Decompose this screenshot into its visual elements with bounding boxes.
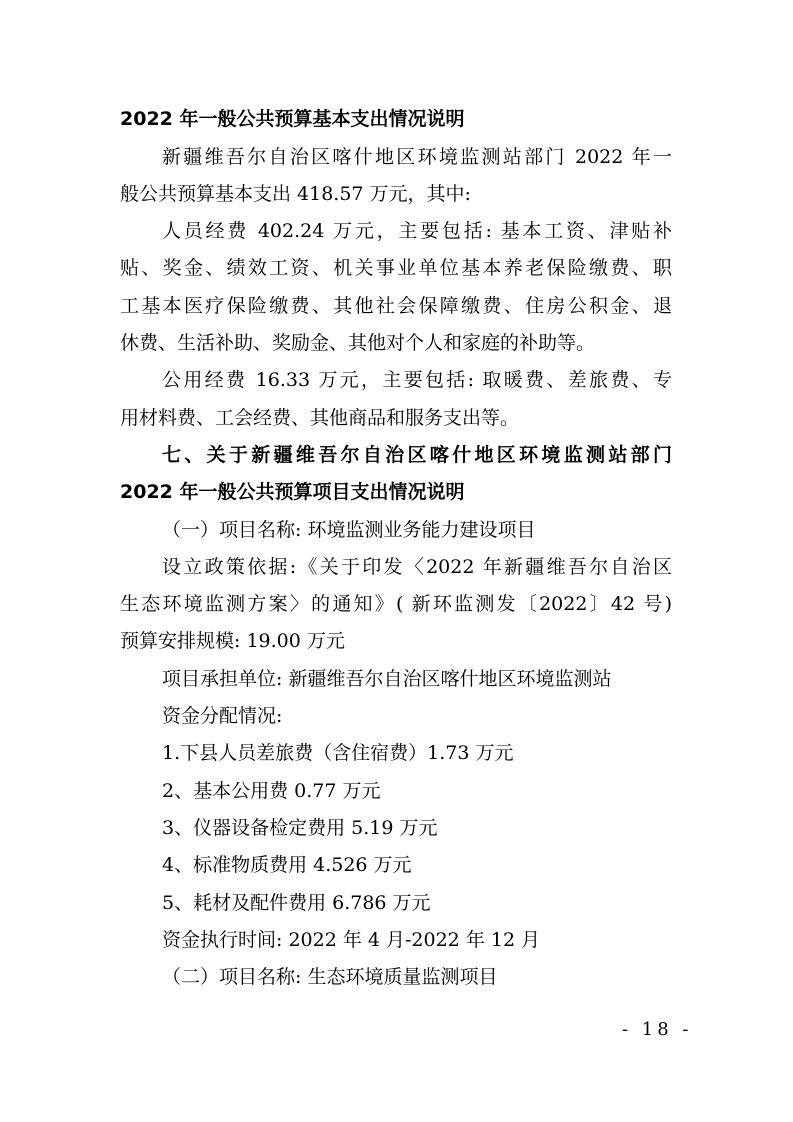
execution-time: 资金执行时间: 2022 年 4 月-2022 年 12 月 (162, 929, 541, 951)
intro-paragraph-line: 般公共预算基本支出 418.57 万元，其中: (120, 183, 471, 205)
public-expense-paragraph-line: 用材料费、工会经费、其他商品和服务支出等。 (120, 407, 520, 429)
personnel-paragraph-line: 贴、奖金、绩效工资、机关事业单位基本养老保险缴费、职 (120, 257, 672, 279)
basic-expenditure-heading: 2022 年一般公共预算基本支出情况说明 (120, 108, 465, 130)
allocation-item: 2、基本公用费 0.77 万元 (162, 780, 381, 802)
project-name: （一）项目名称: 环境监测业务能力建设项目 (162, 519, 536, 541)
project-expenditure-heading: 2022 年一般公共预算项目支出情况说明 (120, 481, 465, 503)
policy-basis-line: 设立政策依据:《关于印发〈2022 年新疆维吾尔自治区 (162, 556, 672, 578)
policy-basis-line: 生态环境监测方案〉的通知》( 新环监测发〔2022〕42 号) (120, 593, 672, 615)
allocation-item: 3、仪器设备检定费用 5.19 万元 (162, 817, 438, 839)
project-expenditure-heading: 七、关于新疆维吾尔自治区喀什地区环境监测站部门 (162, 444, 672, 466)
personnel-paragraph-line: 休费、生活补助、奖励金、其他对个人和家庭的补助等。 (120, 332, 596, 354)
public-expense-paragraph-line: 公用经费 16.33 万元，主要包括: 取暖费、差旅费、专 (162, 369, 672, 391)
allocation-item: 1.下县人员差旅费（含住宿费）1.73 万元 (162, 742, 514, 764)
budget-scale: 预算安排规模: 19.00 万元 (120, 630, 345, 652)
personnel-paragraph-line: 工基本医疗保险缴费、其他社会保障缴费、住房公积金、退 (120, 295, 672, 317)
personnel-paragraph-line: 人员经费 402.24 万元，主要包括: 基本工资、津贴补 (162, 220, 672, 242)
intro-paragraph-line: 新疆维吾尔自治区喀什地区环境监测站部门 2022 年一 (162, 146, 672, 168)
allocation-item: 4、标准物质费用 4.526 万元 (162, 854, 412, 876)
undertaking-unit: 项目承担单位: 新疆维吾尔自治区喀什地区环境监测站 (162, 668, 612, 690)
allocation-item: 5、耗材及配件费用 6.786 万元 (162, 892, 431, 914)
allocation-title: 资金分配情况: (162, 705, 283, 727)
project-name: （二）项目名称: 生态环境质量监测项目 (162, 966, 498, 988)
page-number: - 18 - (622, 1019, 693, 1040)
